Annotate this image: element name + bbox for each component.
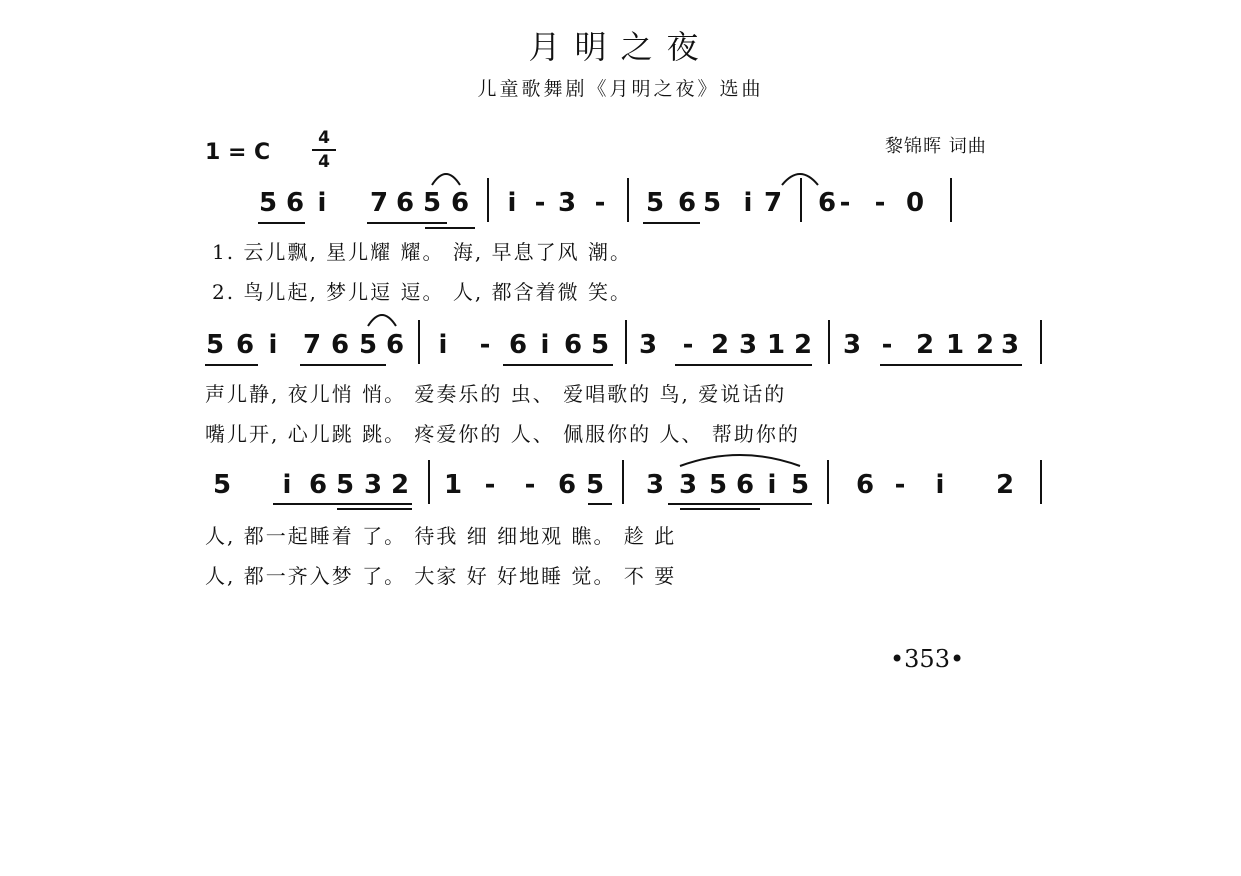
note: 6: [385, 330, 405, 360]
note: 3: [363, 470, 383, 500]
note: 5: [708, 470, 728, 500]
note-dash: -: [874, 188, 886, 218]
lyric-verse-1: 1. 云儿飘, 星儿耀 耀。 海, 早息了风 潮。: [212, 240, 632, 264]
note: i: [507, 188, 517, 218]
slur: [368, 315, 396, 326]
note-dash: -: [534, 188, 546, 218]
note: i: [743, 188, 753, 218]
key-signature: 1 = C: [205, 140, 271, 165]
note: i: [317, 188, 327, 218]
song-subtitle: 儿童歌舞剧《月明之夜》选曲: [477, 78, 764, 100]
note: i: [268, 330, 278, 360]
note: 3: [738, 330, 758, 360]
note: 5: [358, 330, 378, 360]
note: 2: [975, 330, 995, 360]
note: 6: [450, 188, 470, 218]
note: 6: [817, 188, 837, 218]
note: 6: [508, 330, 528, 360]
lyric-verse-2: 2. 鸟儿起, 梦儿逗 逗。 人, 都含着微 笑。: [212, 280, 632, 304]
lyric-verse-1: 人, 都一起睡着 了。 待我 细 细地观 瞧。 趁 此: [205, 524, 677, 548]
note: i: [438, 330, 448, 360]
note: 2: [710, 330, 730, 360]
author-credit: 黎锦晖 词曲: [885, 136, 987, 157]
note: 2: [915, 330, 935, 360]
note: 0: [905, 188, 925, 218]
note: 3: [678, 470, 698, 500]
note: 6: [395, 188, 415, 218]
note-dash: -: [881, 330, 893, 360]
note: 5: [258, 188, 278, 218]
page-number: •353•: [890, 645, 965, 673]
note: 5: [790, 470, 810, 500]
slur: [782, 174, 818, 185]
meter-bottom: 4: [318, 152, 330, 172]
note: 2: [793, 330, 813, 360]
note-dash: -: [524, 470, 536, 500]
note: 5: [205, 330, 225, 360]
note: 6: [285, 188, 305, 218]
note: 1: [945, 330, 965, 360]
note: 5: [335, 470, 355, 500]
note: i: [540, 330, 550, 360]
note: 3: [645, 470, 665, 500]
note: 7: [302, 330, 322, 360]
note: 6: [330, 330, 350, 360]
lyric-verse-2: 嘴儿开, 心儿跳 跳。 疼爱你的 人、 佩服你的 人、 帮助你的: [205, 422, 800, 446]
note: 5: [422, 188, 442, 218]
note: 6: [677, 188, 697, 218]
note: 6: [235, 330, 255, 360]
note: 6: [308, 470, 328, 500]
note: 7: [763, 188, 783, 218]
note: 2: [390, 470, 410, 500]
note: i: [935, 470, 945, 500]
note: 5: [645, 188, 665, 218]
note: 5: [212, 470, 232, 500]
meter-top: 4: [318, 128, 330, 148]
note-dash: -: [484, 470, 496, 500]
note-dash: -: [682, 330, 694, 360]
note-dash: -: [479, 330, 491, 360]
song-title: 月明之夜: [528, 28, 713, 66]
note: 5: [590, 330, 610, 360]
note: 7: [369, 188, 389, 218]
note: 5: [702, 188, 722, 218]
note: 1: [766, 330, 786, 360]
note: 6: [855, 470, 875, 500]
note-dash: -: [894, 470, 906, 500]
note: 2: [995, 470, 1015, 500]
note: i: [282, 470, 292, 500]
note: 1: [443, 470, 463, 500]
note: 6: [557, 470, 577, 500]
lyric-verse-2: 人, 都一齐入梦 了。 大家 好 好地睡 觉。 不 要: [205, 564, 677, 588]
slur: [680, 455, 800, 466]
slur: [432, 174, 460, 185]
note: 3: [638, 330, 658, 360]
note: 6: [735, 470, 755, 500]
note: 3: [842, 330, 862, 360]
note: 3: [557, 188, 577, 218]
note-dash: -: [839, 188, 851, 218]
note: 3: [1000, 330, 1020, 360]
lyric-verse-1: 声儿静, 夜儿悄 悄。 爱奏乐的 虫、 爱唱歌的 鸟, 爱说话的: [205, 382, 787, 406]
note-dash: -: [594, 188, 606, 218]
note: i: [767, 470, 777, 500]
note: 6: [563, 330, 583, 360]
note: 5: [585, 470, 605, 500]
